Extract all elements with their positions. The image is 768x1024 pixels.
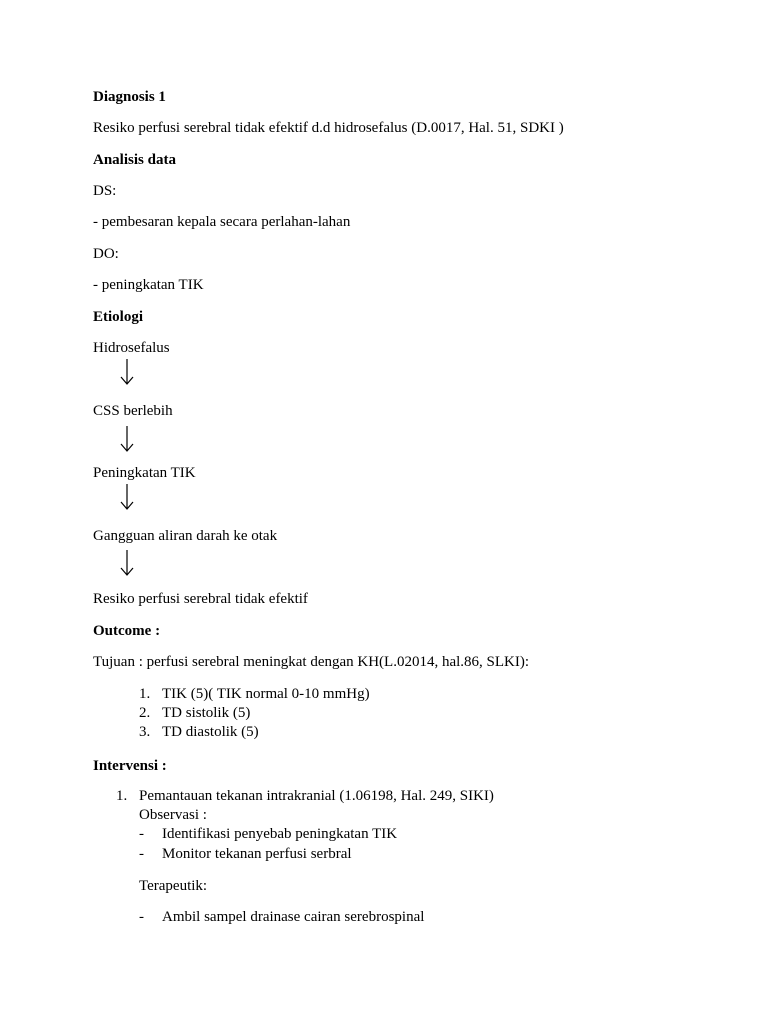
tujuan-text: Tujuan : perfusi serebral meningkat dengan KH(L.02014, hal.86, SLKI):: [93, 654, 530, 670]
intervensi-heading: Intervensi :: [93, 758, 167, 774]
intervensi-number: 1.: [116, 788, 128, 804]
outcome-item-number: 2.: [139, 705, 151, 721]
terapeutik-dash: -: [139, 909, 144, 925]
terapeutik-item: Ambil sampel drainase cairan serebrospinal: [162, 909, 425, 925]
etiologi-step: Gangguan aliran darah ke otak: [93, 528, 278, 544]
diagnosis-heading: Diagnosis 1: [93, 89, 166, 105]
etiologi-step: CSS berlebih: [93, 403, 173, 419]
diagnosis-text: Resiko perfusi serebral tidak efektif d.d hidrosefalus (D.0017, Hal. 51, SDKI ): [93, 120, 564, 136]
observasi-dash: -: [139, 846, 144, 862]
do-label: DO:: [93, 246, 119, 262]
do-item: - peningkatan TIK: [93, 277, 204, 293]
observasi-item: Monitor tekanan perfusi serbral: [162, 846, 352, 862]
outcome-item: TIK (5)( TIK normal 0-10 mmHg): [162, 686, 370, 702]
analisis-heading: Analisis data: [93, 152, 176, 168]
down-arrow-icon: [119, 483, 135, 511]
etiologi-heading: Etiologi: [93, 309, 144, 325]
down-arrow-icon: [119, 425, 135, 453]
down-arrow-icon: [119, 358, 135, 386]
outcome-heading: Outcome :: [93, 623, 161, 639]
down-arrow-icon: [119, 549, 135, 577]
ds-label: DS:: [93, 183, 117, 199]
ds-item: - pembesaran kepala secara perlahan-lahan: [93, 214, 351, 230]
outcome-item-number: 3.: [139, 724, 151, 740]
intervensi-title: Pemantauan tekanan intrakranial (1.06198, Hal. 249, SIKI): [139, 788, 494, 804]
outcome-item: TD sistolik (5): [162, 705, 251, 721]
observasi-item: Identifikasi penyebab peningkatan TIK: [162, 826, 398, 842]
etiologi-step: Peningkatan TIK: [93, 465, 196, 481]
terapeutik-label: Terapeutik:: [139, 878, 208, 894]
etiologi-step: Hidrosefalus: [93, 340, 170, 356]
outcome-item-number: 1.: [139, 686, 151, 702]
observasi-dash: -: [139, 826, 144, 842]
observasi-label: Observasi :: [139, 807, 207, 823]
etiologi-step: Resiko perfusi serebral tidak efektif: [93, 591, 308, 607]
outcome-item: TD diastolik (5): [162, 724, 259, 740]
